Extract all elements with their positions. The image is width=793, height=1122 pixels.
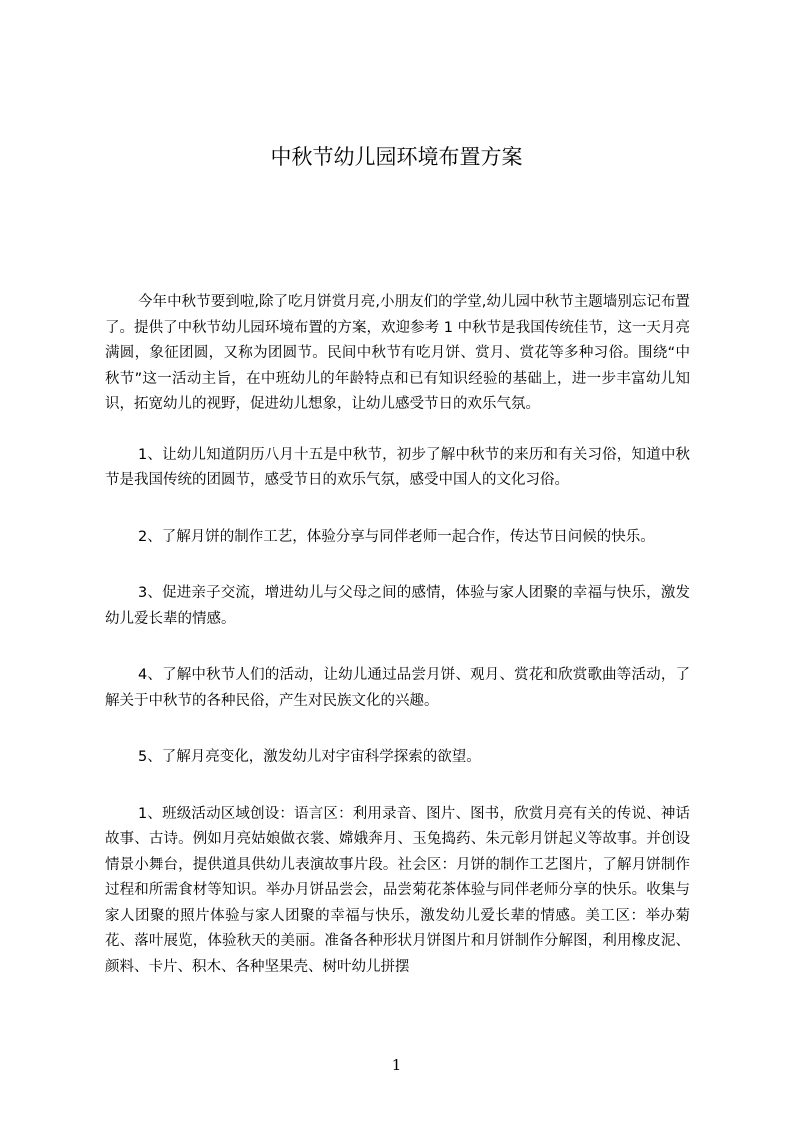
page-number: 1 (391, 1056, 402, 1074)
document-title: 中秋节幼儿园环境布置方案 (270, 145, 523, 169)
document-body (105, 290, 690, 980)
goal-paragraph-3: 3、促进亲子交流，增进幼儿与父母之间的感情，体验与家人团聚的幸福与快乐，激发幼儿爱长辈的情感。 (105, 585, 690, 627)
goal-paragraph-2: 2、了解月饼的制作工艺，体验分享与同伴老师一起合作，传达节日问候的快乐。 (138, 528, 655, 545)
goal-paragraph-4: 4、了解中秋节人们的活动，让幼儿通过品尝月饼、观月、赏花和欣赏歌曲等活动，了解关于中秋节的各种民俗，产生对民族文化的兴趣。 (105, 667, 690, 709)
intro-paragraph: 今年中秋节要到啦,除了吃月饼赏月亮,小朋友们的学堂,幼儿园中秋节主题墙别忘记布置了。提供了中秋节幼儿园环境布置的方案，欢迎参考 1 中秋节是我国传统佳节，这一天月亮满圆，象征团圆，又称为团圆节。民间中秋节有吃月饼、赏月、赏花等多种习俗。围绕“中秋节”这一活动主旨，在中班幼儿的年龄特点和已有知识经验的基础上，进一步丰富幼儿知识，拓宽幼儿的视野，促进幼儿想象，让幼儿感受节日的欢乐气氛。 (105, 294, 690, 412)
goal-paragraph-1: 1、让幼儿知道阴历八月十五是中秋节，初步了解中秋节的来历和有关习俗，知道中秋节是我国传统的团圆节，感受节日的欢乐气氛，感受中国人的文化习俗。 (105, 446, 690, 488)
section-paragraph: 1、班级活动区域创设：语言区：利用录音、图片、图书，欣赏月亮有关的传说、神话故事、古诗。例如月亮姑娘做衣裳、嫦娥奔月、玉兔捣药、朱元彰月饼起义等故事。并创设情景小舞台，提供道具供幼儿表演故事片段。社会区：月饼的制作工艺图片，了解月饼制作过程和所需食材等知识。举办月饼品尝会，品尝菊花茶体验与同伴老师分享的快乐。收集与家人团聚的照片体验与家人团聚的幸福与快乐，激发幼儿爱长辈的情感。美工区：举办菊花、落叶展览，体验秋天的美丽。准备各种形状月饼图片和月饼制作分解图，利用橡皮泥、颜料、卡片、积木、各种坚果壳、树叶幼儿拼摆 (105, 805, 690, 975)
goal-paragraph-5: 5、了解月亮变化，激发幼儿对宇宙科学探索的欲望。 (138, 749, 481, 765)
